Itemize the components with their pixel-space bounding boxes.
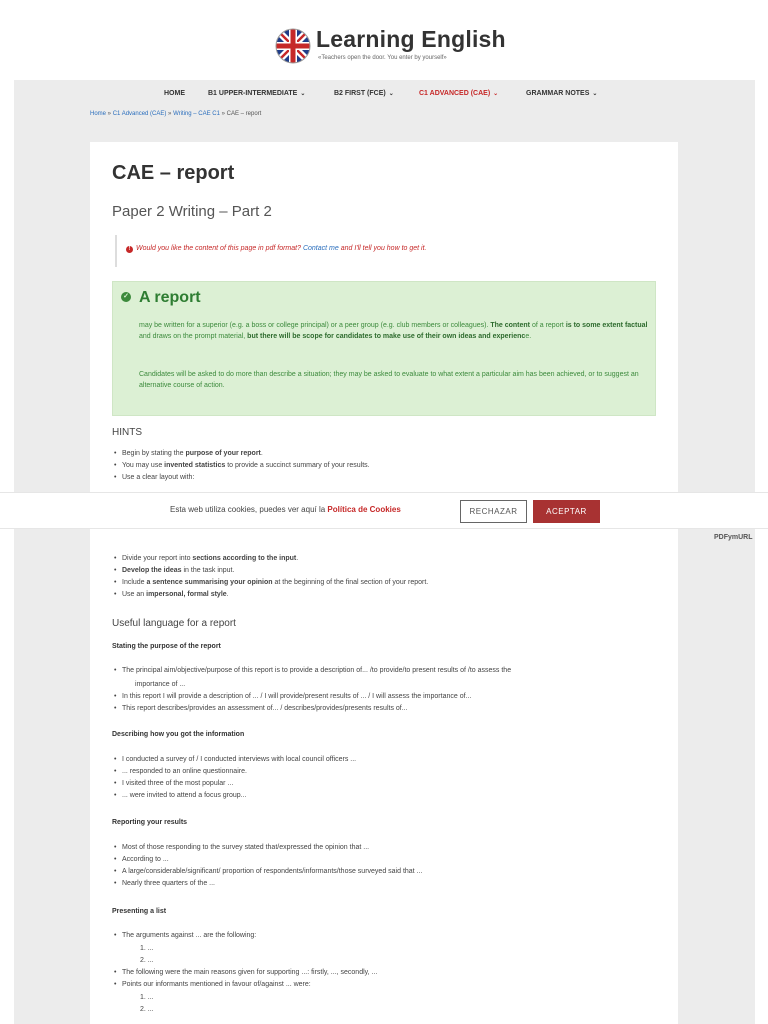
nav-b1-label: B1 UPPER-INTERMEDIATE: [208, 90, 298, 97]
chevron-down-icon: ⌄: [592, 91, 598, 97]
text: at the beginning of the final section of your report.: [272, 579, 429, 586]
purpose-list-continued: [122, 693, 471, 717]
numbered-item: 1. ...: [140, 945, 154, 952]
text: but there will be scope for candidates to make use of their own ideas and experienc: [247, 333, 526, 340]
text: Develop the ideas: [122, 567, 182, 574]
report-box-title: A report: [139, 289, 201, 306]
hints-list-continued: [122, 555, 428, 603]
list-item: • According to ...: [122, 856, 422, 868]
notice-before: Would you like the content of this page in pdf format?: [136, 245, 301, 252]
numbered-item: 2. ...: [140, 957, 154, 964]
section-heading: Presenting a list: [112, 908, 167, 915]
text: purpose of your report: [185, 450, 261, 457]
text: .: [260, 450, 263, 457]
numbered-item: 2. ...: [140, 1006, 154, 1013]
breadcrumb: [90, 111, 261, 117]
section-heading: Stating the purpose of the report: [112, 643, 221, 650]
section-heading: Reporting your results: [112, 819, 188, 826]
list-item: [122, 555, 428, 567]
text: sections according to the input: [192, 555, 297, 562]
report-box-paragraph-1: [139, 320, 649, 342]
text: invented statistics: [164, 462, 226, 469]
nav-c1-label: C1 ADVANCED (CAE): [419, 90, 491, 97]
text: a sentence summarising your opinion: [146, 579, 273, 586]
list-item: [122, 462, 370, 474]
nav-b2-label: B2 FIRST (FCE): [334, 90, 386, 97]
list-item: [122, 567, 428, 579]
reject-cookies-button[interactable]: RECHAZAR: [460, 500, 527, 523]
breadcrumb-current: CAE – report: [226, 111, 262, 117]
breadcrumb-sep: »: [166, 111, 174, 117]
text: The content: [490, 322, 531, 329]
list-item: • ... were invited to attend a focus group...: [122, 792, 356, 804]
list-item: • A large/considerable/significant/ proportion of respondents/informants/those surveyed said that ...: [122, 868, 422, 880]
pdf-notice: [115, 235, 655, 267]
breadcrumb-sep: »: [219, 111, 227, 117]
list-item-continuation: importance of ...: [135, 681, 186, 688]
list-item: • The following were the main reasons given for supporting ...: firstly, ..., secondly, ...: [122, 969, 377, 981]
list-item: [122, 591, 428, 603]
chevron-down-icon: ⌄: [493, 91, 499, 97]
text: PDF: [714, 534, 728, 541]
text: of a report: [530, 322, 566, 329]
contact-me-link[interactable]: Contact me: [302, 245, 339, 252]
breadcrumb-home[interactable]: Home: [90, 111, 107, 117]
breadcrumb-sep: »: [106, 111, 113, 117]
nav-home-label: HOME: [164, 90, 185, 97]
site-tagline: «Teachers open the door. You enter by yourself»: [318, 55, 447, 61]
list-item: • Points our informants mentioned in favour of/against ... were:: [122, 981, 377, 993]
method-list: [122, 756, 356, 804]
text: may be written for a superior (e.g. a boss or college principal) or a peer group (e.g. club members or colleagues).: [139, 322, 491, 329]
nav-grammar-label: GRAMMAR NOTES: [526, 90, 590, 97]
text: You may use: [122, 462, 165, 469]
chevron-down-icon: ⌄: [300, 91, 306, 97]
numbered-item: 1. ...: [140, 994, 154, 1001]
useful-language-heading: Useful language for a report: [112, 618, 236, 629]
list-item: • In this report I will provide a description of ... / I will provide/present results of ... / I will assess the importance of...: [122, 693, 471, 705]
list-item: [122, 579, 428, 591]
report-info-box: [112, 281, 656, 416]
page-subtitle: Paper 2 Writing – Part 2: [112, 203, 272, 220]
text: mURL: [731, 534, 753, 541]
pdf-notice-text: [126, 245, 426, 253]
notice-after: and I'll tell you how to get it.: [340, 245, 427, 252]
chevron-down-icon: ⌄: [388, 91, 394, 97]
list-item: • This report describes/provides an assessment of... / describes/provides/presents results of...: [122, 705, 471, 717]
text: to provide a succinct summary of your results.: [225, 462, 370, 469]
text: .: [226, 591, 229, 598]
list-item: • I conducted a survey of / I conducted interviews with local council officers ...: [122, 756, 356, 768]
nav-b1-upper-intermediate[interactable]: [208, 90, 305, 97]
text: Include: [122, 579, 147, 586]
cookie-banner: [0, 492, 768, 529]
report-box-paragraph-2: Candidates will be asked to do more than describe a situation; they may be asked to evaluate to what extent a particular aim has been achieved, or to suggest an alternative course of action.: [139, 371, 639, 389]
list-item: • ... responded to an online questionnaire.: [122, 768, 356, 780]
cookie-policy-link[interactable]: Política de Cookies: [327, 505, 401, 514]
page-title: CAE – report: [112, 162, 235, 184]
list-item: • The principal aim/objective/purpose of this report is to provide a description of... /to provide/to present results of /to assess the: [122, 667, 511, 679]
list-item: • The arguments against ... are the following:: [122, 932, 256, 944]
text: is to some extent factual: [565, 322, 648, 329]
nav-grammar-notes[interactable]: [526, 90, 597, 97]
main-nav: [0, 90, 768, 104]
list-item: • I visited three of the most popular ...: [122, 780, 356, 792]
check-circle-icon: ✓: [121, 292, 131, 302]
list-item: [122, 450, 370, 462]
text: impersonal, formal style: [146, 591, 227, 598]
list-item: • Use a clear layout with:: [122, 474, 370, 486]
cookie-text: [170, 505, 401, 514]
list-item: • Nearly three quarters of the ...: [122, 880, 422, 892]
hints-heading: HINTS: [112, 427, 142, 438]
site-title: Learning English: [316, 26, 506, 52]
pdfmyurl-logo[interactable]: [714, 534, 753, 541]
text: Esta web utiliza cookies, puedes ver aquí la: [170, 505, 328, 514]
list-list: [122, 932, 256, 944]
breadcrumb-writing[interactable]: Writing – CAE C1: [173, 111, 220, 117]
nav-b2-first[interactable]: [334, 90, 394, 97]
list-list-continued: [122, 969, 377, 993]
results-list: [122, 844, 422, 892]
nav-c1-advanced[interactable]: [419, 90, 498, 97]
accept-cookies-button[interactable]: ACEPTAR: [533, 500, 600, 523]
text: e.: [525, 333, 532, 340]
hints-list: [122, 450, 370, 486]
text: Use an: [122, 591, 147, 598]
text: in the task input.: [181, 567, 235, 574]
nav-home[interactable]: [164, 90, 185, 97]
text: Begin by stating the: [122, 450, 186, 457]
text: .: [296, 555, 299, 562]
list-item: • Most of those responding to the survey stated that/expressed the opinion that ...: [122, 844, 422, 856]
site-logo[interactable]: [0, 26, 768, 68]
text: and draws on the prompt material,: [139, 333, 248, 340]
text: Divide your report into: [122, 555, 193, 562]
uk-flag-globe-icon: [275, 28, 311, 64]
purpose-list: [122, 667, 511, 679]
breadcrumb-c1-advanced[interactable]: C1 Advanced (CAE): [112, 111, 167, 117]
exclamation-icon: !: [126, 246, 133, 253]
text: y: [728, 534, 732, 541]
section-heading: Describing how you got the information: [112, 731, 245, 738]
